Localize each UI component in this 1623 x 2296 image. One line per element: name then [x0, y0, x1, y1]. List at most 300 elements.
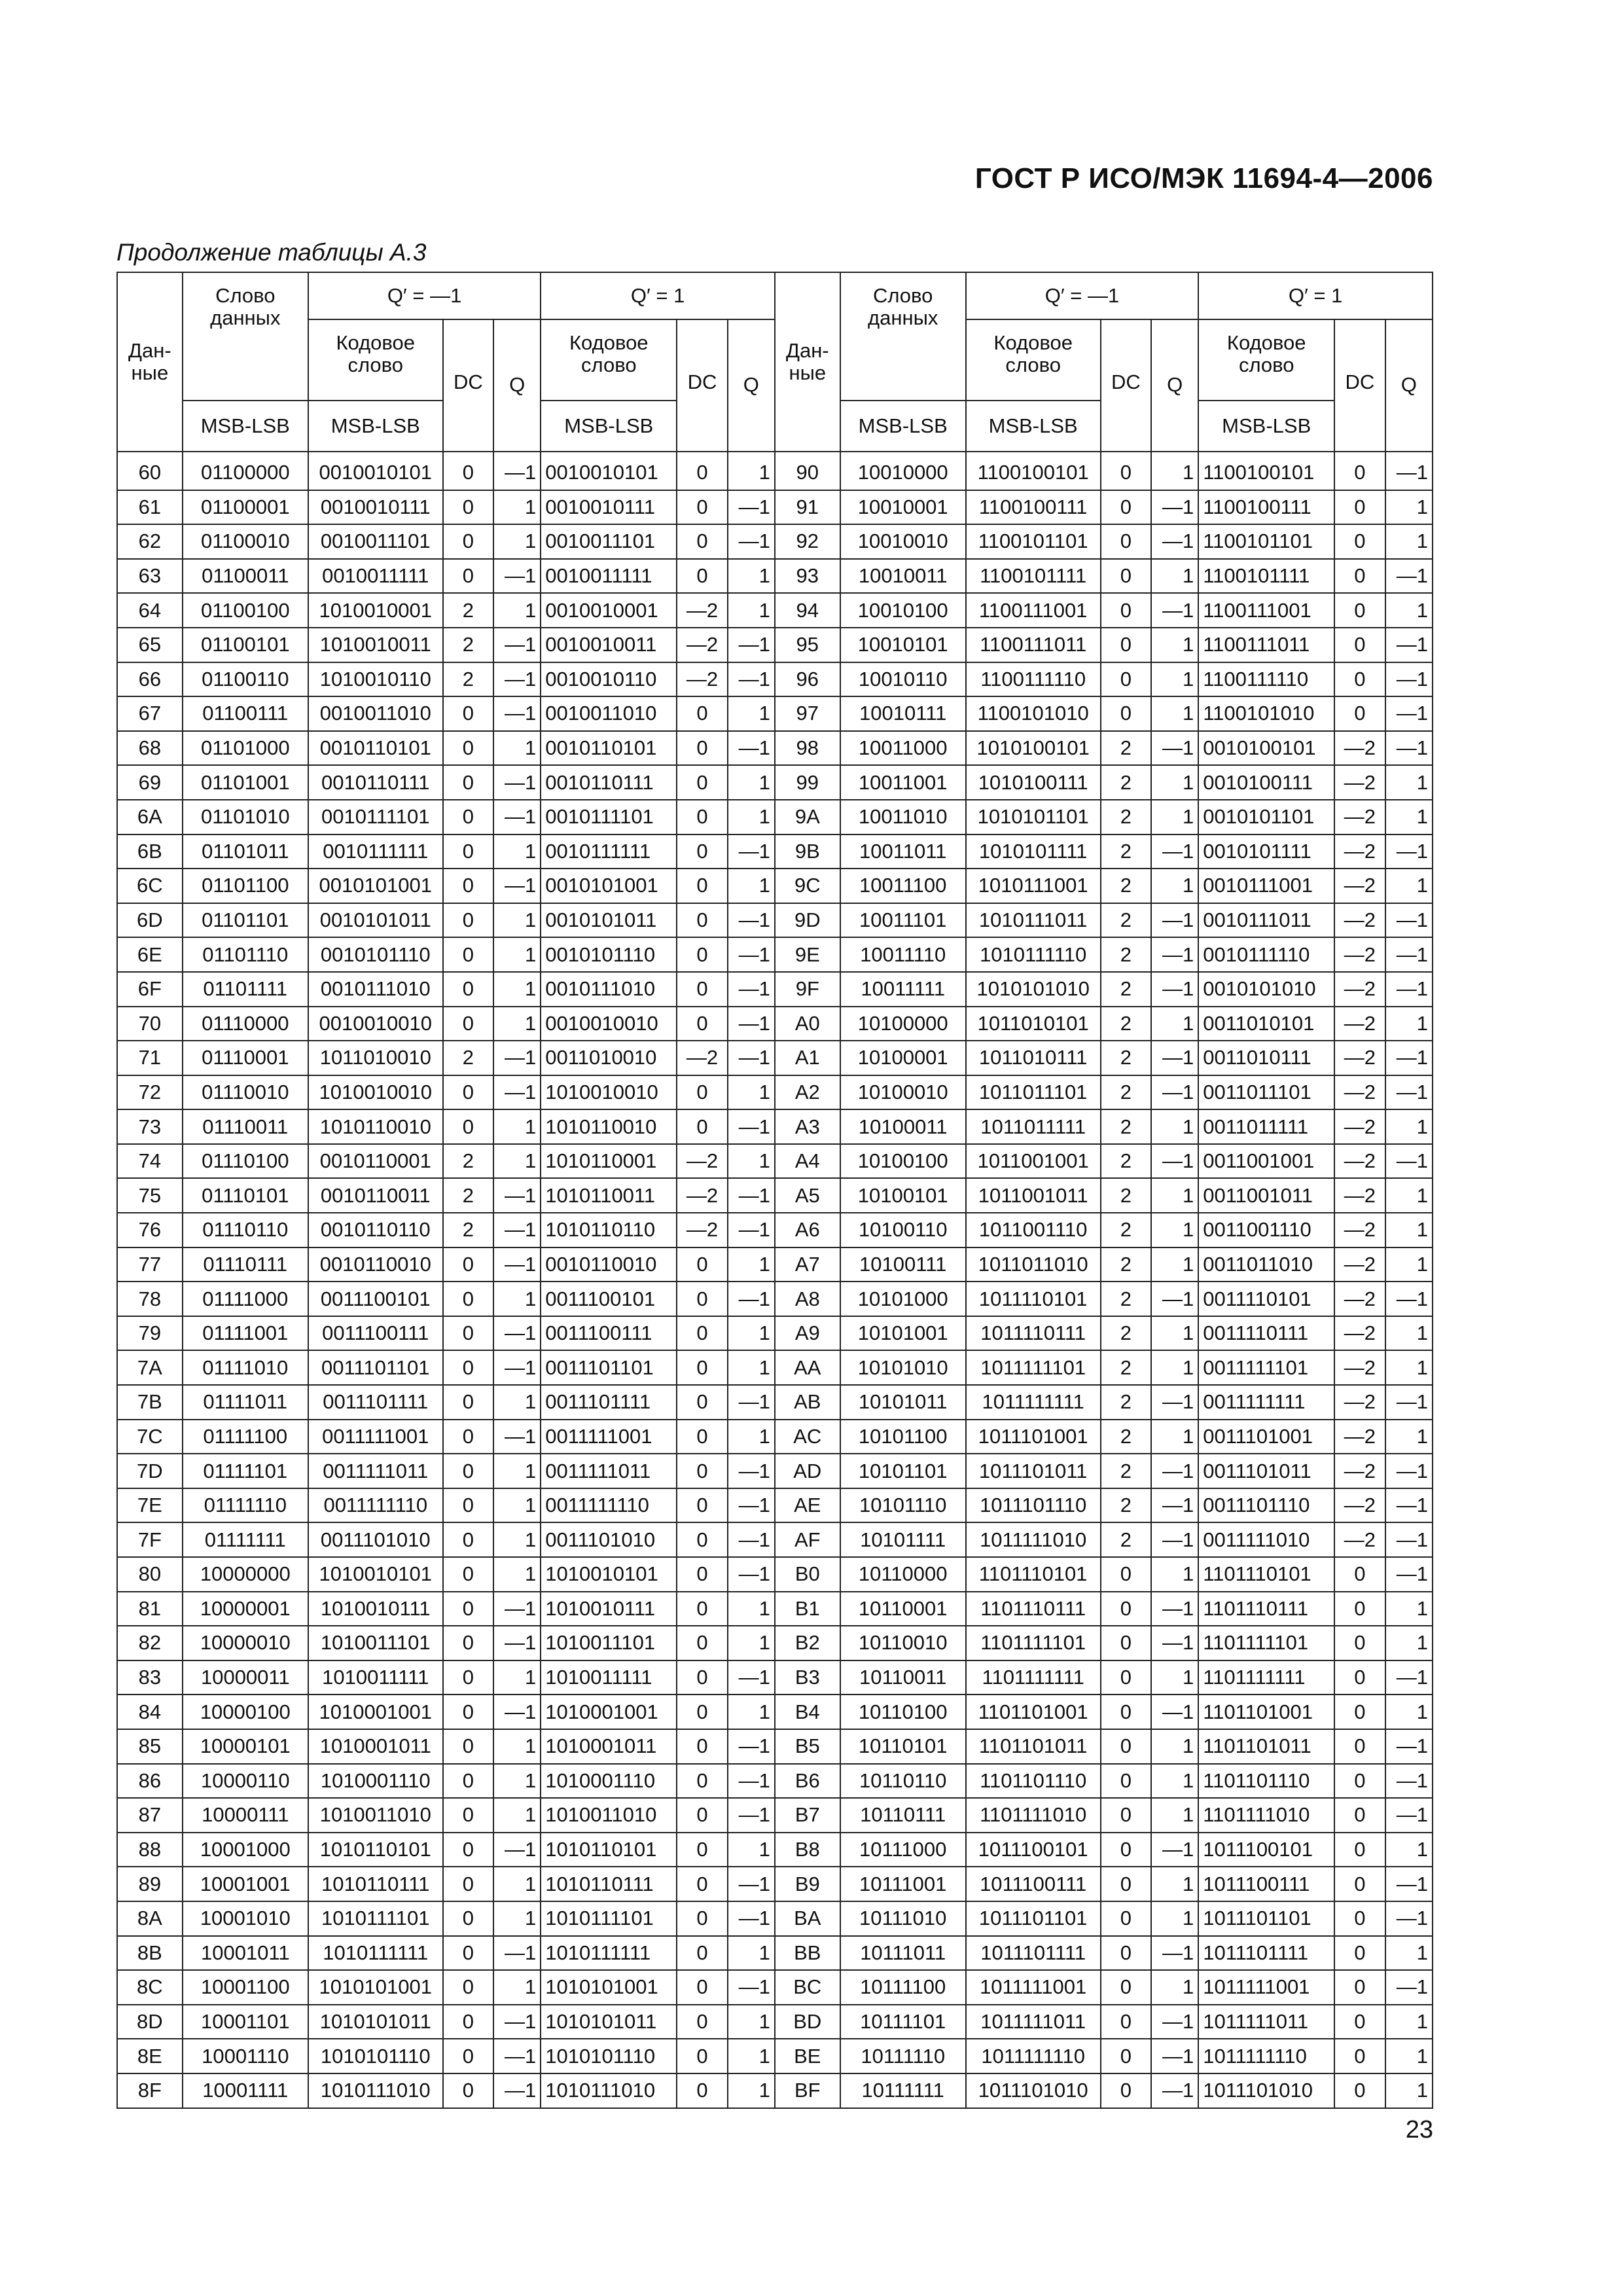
cell-data-word: 10001001	[183, 1867, 308, 1901]
cell-q-qneg: —1	[493, 1695, 541, 1729]
cell-q-qpos: 1	[1385, 1109, 1433, 1144]
cell-data-byte: BB	[775, 1936, 840, 1971]
cell-dc-qpos: 0	[1334, 2005, 1385, 2039]
cell-code-word-qpos: 1101110101	[1198, 1557, 1334, 1592]
cell-data-word: 01110011	[183, 1109, 308, 1144]
cell-dc-qneg: 2	[1101, 1454, 1151, 1488]
cell-data-word: 10101110	[840, 1488, 966, 1523]
cell-code-word-qneg: 0010101011	[308, 903, 443, 938]
cell-code-word-qpos: 0010111011	[1198, 903, 1334, 938]
cell-q-qpos: —1	[1385, 662, 1433, 697]
cell-q-qneg: 1	[493, 1557, 541, 1592]
cell-data-word: 10100100	[840, 1144, 966, 1179]
cell-code-word-qneg: 1100101010	[966, 696, 1101, 731]
cell-q-qpos: —1	[728, 1557, 775, 1592]
cell-dc-qpos: —2	[1334, 800, 1385, 834]
cell-q-qpos: —1	[1385, 1522, 1433, 1557]
cell-q-qpos: 1	[1385, 1007, 1433, 1041]
cell-q-qpos: 1	[728, 1316, 775, 1351]
cell-dc-qneg: 0	[443, 834, 493, 869]
cell-data-word: 10011100	[840, 869, 966, 903]
cell-code-word-qpos: 1011101010	[1198, 2073, 1334, 2108]
cell-code-word-qneg: 1010111010	[308, 2073, 443, 2108]
cell-data-byte: A5	[775, 1178, 840, 1213]
cell-code-word-qpos: 0011111101	[1198, 1350, 1334, 1385]
cell-code-word-qpos: 1011111011	[1198, 2005, 1334, 2039]
cell-data-word: 01111001	[183, 1316, 308, 1351]
cell-q-qneg: 1	[1151, 1350, 1198, 1385]
cell-data-byte: B1	[775, 1592, 840, 1626]
cell-code-word-qpos: 0010010111	[541, 490, 677, 525]
table-row	[117, 1144, 1433, 1179]
cell-q-qpos: —1	[728, 1970, 775, 2005]
cell-dc-qneg: 0	[443, 972, 493, 1007]
cell-code-word-qpos: 1011100111	[1198, 1867, 1334, 1901]
cell-dc-qneg: 0	[1101, 524, 1151, 559]
cell-q-qpos: 1	[728, 593, 775, 628]
cell-data-byte: 76	[117, 1213, 183, 1247]
cell-code-word-qneg: 1011101101	[966, 1901, 1101, 1936]
table-row	[117, 1522, 1433, 1557]
cell-dc-qpos: 0	[677, 1901, 727, 1936]
cell-q-qneg: —1	[493, 1041, 541, 1075]
cell-dc-qpos: 0	[1334, 1936, 1385, 1971]
cell-dc-qneg: 2	[1101, 1075, 1151, 1110]
cell-code-word-qpos: 0011100101	[541, 1282, 677, 1316]
cell-dc-qneg: 2	[1101, 1350, 1151, 1385]
header-msb-lsb: MSB-LSB	[840, 401, 966, 452]
cell-data-byte: 86	[117, 1764, 183, 1799]
cell-q-qpos: —1	[1385, 1488, 1433, 1523]
cell-q-qneg: —1	[493, 1936, 541, 1971]
cell-q-qpos: 1	[1385, 1316, 1433, 1351]
cell-data-byte: 66	[117, 662, 183, 697]
cell-code-word-qpos: 0011011111	[1198, 1109, 1334, 1144]
cell-q-qneg: 1	[1151, 662, 1198, 697]
cell-code-word-qneg: 0011101111	[308, 1385, 443, 1420]
cell-q-qneg: —1	[493, 1350, 541, 1385]
cell-q-qpos: —1	[1385, 1798, 1433, 1833]
cell-data-byte: 67	[117, 696, 183, 731]
header-msb-lsb: MSB-LSB	[183, 401, 308, 452]
cell-data-word: 01100111	[183, 696, 308, 731]
cell-code-word-qneg: 0010111010	[308, 972, 443, 1007]
cell-dc-qneg: 0	[443, 1522, 493, 1557]
cell-data-word: 10010000	[840, 452, 966, 490]
cell-q-qpos: —1	[728, 662, 775, 697]
cell-dc-qpos: 0	[677, 1454, 727, 1488]
table-row	[117, 1454, 1433, 1488]
cell-code-word-qneg: 1100111110	[966, 662, 1101, 697]
cell-data-byte: 9F	[775, 972, 840, 1007]
table-row	[117, 1109, 1433, 1144]
cell-code-word-qneg: 0011111001	[308, 1420, 443, 1454]
cell-dc-qpos: —2	[677, 1041, 727, 1075]
cell-q-qpos: —1	[1385, 696, 1433, 731]
cell-dc-qneg: 0	[443, 1833, 493, 1867]
cell-dc-qneg: 0	[443, 1488, 493, 1523]
cell-code-word-qneg: 1101101110	[966, 1764, 1101, 1799]
cell-dc-qpos: 0	[677, 903, 727, 938]
cell-data-word: 10100001	[840, 1041, 966, 1075]
cell-q-qneg: —1	[1151, 1522, 1198, 1557]
cell-q-qneg: 1	[1151, 1247, 1198, 1282]
cell-dc-qpos: —2	[1334, 765, 1385, 800]
cell-data-word: 01110101	[183, 1178, 308, 1213]
cell-q-qneg: —1	[493, 1178, 541, 1213]
cell-dc-qneg: 2	[1101, 1041, 1151, 1075]
cell-dc-qneg: 2	[1101, 834, 1151, 869]
cell-q-qneg: —1	[493, 1420, 541, 1454]
cell-q-qneg: —1	[1151, 937, 1198, 972]
header-data-right: Дан- ные	[775, 272, 840, 452]
cell-q-qneg: —1	[1151, 834, 1198, 869]
cell-data-word: 10010101	[840, 628, 966, 662]
cell-dc-qneg: 0	[443, 1007, 493, 1041]
cell-dc-qpos: —2	[1334, 1109, 1385, 1144]
cell-q-qneg: —1	[1151, 1833, 1198, 1867]
cell-dc-qneg: 0	[1101, 1901, 1151, 1936]
cell-q-qneg: 1	[493, 903, 541, 938]
cell-q-qpos: 1	[1385, 1833, 1433, 1867]
cell-code-word-qneg: 1011111111	[966, 1385, 1101, 1420]
cell-dc-qneg: 0	[443, 2039, 493, 2073]
cell-q-qneg: 1	[493, 1798, 541, 1833]
cell-code-word-qpos: 1100101101	[1198, 524, 1334, 559]
cell-code-word-qpos: 0010111110	[1198, 937, 1334, 972]
cell-data-word: 01111010	[183, 1350, 308, 1385]
cell-dc-qneg: 0	[443, 1109, 493, 1144]
cell-q-qpos: 1	[728, 1592, 775, 1626]
cell-data-byte: BE	[775, 2039, 840, 2073]
table-row	[117, 731, 1433, 766]
cell-data-word: 10001100	[183, 1970, 308, 2005]
cell-data-byte: 63	[117, 559, 183, 594]
cell-data-word: 01111000	[183, 1282, 308, 1316]
cell-q-qpos: —1	[728, 1798, 775, 1833]
cell-code-word-qpos: 0011001001	[1198, 1144, 1334, 1179]
cell-data-word: 01100110	[183, 662, 308, 697]
cell-dc-qpos: —2	[677, 662, 727, 697]
cell-q-qneg: 1	[1151, 1178, 1198, 1213]
cell-code-word-qpos: 0011001110	[1198, 1213, 1334, 1247]
cell-code-word-qpos: 0010101110	[541, 937, 677, 972]
cell-q-qpos: —1	[1385, 731, 1433, 766]
cell-data-byte: B7	[775, 1798, 840, 1833]
cell-q-qneg: —1	[1151, 1488, 1198, 1523]
cell-code-word-qpos: 0010011111	[541, 559, 677, 594]
cell-data-byte: 81	[117, 1592, 183, 1626]
cell-q-qneg: —1	[493, 696, 541, 731]
cell-q-qneg: —1	[1151, 1592, 1198, 1626]
cell-dc-qneg: 0	[1101, 1867, 1151, 1901]
cell-code-word-qneg: 1010111101	[308, 1901, 443, 1936]
cell-q-qneg: —1	[1151, 1041, 1198, 1075]
cell-code-word-qneg: 1010100111	[966, 765, 1101, 800]
table-row	[117, 765, 1433, 800]
cell-data-byte: AF	[775, 1522, 840, 1557]
cell-dc-qneg: 2	[1101, 1007, 1151, 1041]
cell-code-word-qneg: 1010101110	[308, 2039, 443, 2073]
cell-code-word-qpos: 0010110101	[541, 731, 677, 766]
cell-dc-qneg: 0	[443, 1316, 493, 1351]
cell-code-word-qneg: 1011111110	[966, 2039, 1101, 2073]
cell-q-qpos: —1	[728, 1901, 775, 1936]
cell-data-word: 01101111	[183, 972, 308, 1007]
cell-q-qpos: 1	[728, 696, 775, 731]
cell-code-word-qneg: 0010110101	[308, 731, 443, 766]
table-row	[117, 2073, 1433, 2108]
cell-dc-qneg: 0	[1101, 1729, 1151, 1764]
cell-q-qpos: —1	[728, 1488, 775, 1523]
table-row	[117, 1488, 1433, 1523]
cell-data-word: 10010001	[840, 490, 966, 525]
cell-data-word: 10101010	[840, 1350, 966, 1385]
cell-dc-qpos: 0	[1334, 1798, 1385, 1833]
cell-code-word-qpos: 0011101010	[541, 1522, 677, 1557]
cell-dc-qneg: 2	[1101, 1316, 1151, 1351]
cell-data-word: 10011101	[840, 903, 966, 938]
cell-data-byte: A9	[775, 1316, 840, 1351]
cell-data-word: 10111000	[840, 1833, 966, 1867]
cell-dc-qpos: 0	[677, 1385, 727, 1420]
cell-data-word: 10000001	[183, 1592, 308, 1626]
cell-data-byte: A8	[775, 1282, 840, 1316]
cell-dc-qneg: 0	[1101, 1936, 1151, 1971]
cell-data-byte: 92	[775, 524, 840, 559]
cell-data-word: 01101000	[183, 731, 308, 766]
cell-code-word-qneg: 0010010010	[308, 1007, 443, 1041]
cell-dc-qneg: 0	[443, 1970, 493, 2005]
cell-q-qneg: 1	[1151, 869, 1198, 903]
cell-q-qpos: —1	[1385, 1970, 1433, 2005]
header-q: Q	[1385, 319, 1433, 452]
cell-q-qpos: 1	[1385, 2005, 1433, 2039]
cell-q-qneg: 1	[493, 1901, 541, 1936]
cell-q-qneg: 1	[1151, 1109, 1198, 1144]
cell-dc-qpos: 0	[677, 1488, 727, 1523]
cell-data-word: 01100101	[183, 628, 308, 662]
cell-q-qpos: 1	[728, 2039, 775, 2073]
cell-data-byte: 78	[117, 1282, 183, 1316]
header-msb-lsb: MSB-LSB	[541, 401, 677, 452]
cell-code-word-qneg: 1010101111	[966, 834, 1101, 869]
cell-q-qneg: 1	[1151, 1007, 1198, 1041]
cell-q-qneg: 1	[493, 490, 541, 525]
cell-code-word-qpos: 0010011101	[541, 524, 677, 559]
cell-data-byte: 6D	[117, 903, 183, 938]
cell-dc-qneg: 2	[1101, 731, 1151, 766]
cell-q-qpos: —1	[728, 1660, 775, 1695]
cell-q-qpos: 1	[728, 1350, 775, 1385]
table-row	[117, 1178, 1433, 1213]
cell-dc-qneg: 0	[1101, 696, 1151, 731]
cell-code-word-qpos: 1100101111	[1198, 559, 1334, 594]
cell-dc-qneg: 0	[443, 1247, 493, 1282]
cell-code-word-qneg: 1011111010	[966, 1522, 1101, 1557]
cell-q-qpos: —1	[728, 903, 775, 938]
cell-data-byte: 6A	[117, 800, 183, 834]
cell-code-word-qneg: 1011011111	[966, 1109, 1101, 1144]
cell-data-byte: A4	[775, 1144, 840, 1179]
cell-q-qpos: —1	[728, 1007, 775, 1041]
cell-q-qneg: —1	[1151, 1936, 1198, 1971]
table-row	[117, 1557, 1433, 1592]
header-code-word: Кодовое слово	[1198, 319, 1334, 401]
cell-dc-qneg: 0	[443, 1901, 493, 1936]
cell-q-qneg: —1	[1151, 2039, 1198, 2073]
cell-code-word-qpos: 1100111001	[1198, 593, 1334, 628]
cell-code-word-qneg: 1010001110	[308, 1764, 443, 1799]
cell-code-word-qneg: 1011100111	[966, 1867, 1101, 1901]
table-row	[117, 1764, 1433, 1799]
cell-dc-qpos: 0	[677, 869, 727, 903]
table-row	[117, 1350, 1433, 1385]
cell-dc-qneg: 0	[443, 1557, 493, 1592]
cell-code-word-qpos: 0010110010	[541, 1247, 677, 1282]
table-row	[117, 1213, 1433, 1247]
cell-q-qpos: 1	[728, 765, 775, 800]
cell-dc-qneg: 0	[1101, 2039, 1151, 2073]
cell-data-byte: 6E	[117, 937, 183, 972]
cell-dc-qpos: 0	[677, 1592, 727, 1626]
cell-data-word: 10110010	[840, 1626, 966, 1660]
cell-q-qpos: 1	[1385, 2073, 1433, 2108]
cell-dc-qpos: 0	[677, 1316, 727, 1351]
cell-q-qpos: —1	[1385, 903, 1433, 938]
cell-q-qpos: —1	[728, 1213, 775, 1247]
cell-q-qneg: 1	[493, 1144, 541, 1179]
cell-q-qpos: 1	[1385, 869, 1433, 903]
cell-q-qpos: 1	[728, 559, 775, 594]
cell-data-word: 01111100	[183, 1420, 308, 1454]
cell-data-byte: 79	[117, 1316, 183, 1351]
cell-dc-qneg: 2	[1101, 1488, 1151, 1523]
cell-data-byte: 93	[775, 559, 840, 594]
cell-dc-qneg: 0	[1101, 490, 1151, 525]
table-row	[117, 2005, 1433, 2039]
cell-dc-qneg: 0	[443, 1420, 493, 1454]
cell-data-word: 10000000	[183, 1557, 308, 1592]
cell-data-byte: 8D	[117, 2005, 183, 2039]
header-msb-lsb: MSB-LSB	[1198, 401, 1334, 452]
cell-dc-qneg: 0	[1101, 1764, 1151, 1799]
cell-code-word-qneg: 1100101101	[966, 524, 1101, 559]
cell-q-qneg: —1	[1151, 2073, 1198, 2108]
cell-q-qpos: —1	[1385, 1075, 1433, 1110]
cell-q-qneg: —1	[1151, 2005, 1198, 2039]
cell-dc-qpos: —2	[1334, 1488, 1385, 1523]
cell-q-qpos: 1	[728, 1144, 775, 1179]
cell-dc-qneg: 0	[443, 696, 493, 731]
cell-dc-qneg: 0	[1101, 662, 1151, 697]
cell-code-word-qneg: 0011111011	[308, 1454, 443, 1488]
cell-q-qneg: —1	[493, 800, 541, 834]
cell-code-word-qpos: 1010011111	[541, 1660, 677, 1695]
cell-dc-qpos: —2	[1334, 1385, 1385, 1420]
header-data-left: Дан- ные	[117, 272, 183, 452]
cell-q-qpos: —1	[728, 1178, 775, 1213]
cell-data-word: 10101111	[840, 1522, 966, 1557]
cell-dc-qneg: 2	[1101, 1420, 1151, 1454]
cell-data-byte: 8F	[117, 2073, 183, 2108]
cell-code-word-qneg: 1010101001	[308, 1970, 443, 2005]
cell-code-word-qneg: 1011001001	[966, 1144, 1101, 1179]
cell-code-word-qneg: 0011111110	[308, 1488, 443, 1523]
cell-data-byte: 96	[775, 662, 840, 697]
cell-data-byte: 83	[117, 1660, 183, 1695]
cell-code-word-qpos: 0011101111	[541, 1385, 677, 1420]
cell-dc-qneg: 0	[443, 1867, 493, 1901]
header-q: Q	[728, 319, 775, 452]
cell-q-qneg: —1	[493, 452, 541, 490]
cell-data-word: 10111111	[840, 2073, 966, 2108]
cell-code-word-qneg: 1011011010	[966, 1247, 1101, 1282]
cell-dc-qpos: 0	[1334, 452, 1385, 490]
cell-data-byte: 72	[117, 1075, 183, 1110]
cell-q-qpos: —1	[1385, 1867, 1433, 1901]
cell-data-word: 10110011	[840, 1660, 966, 1695]
cell-dc-qpos: —2	[1334, 1316, 1385, 1351]
cell-code-word-qpos: 0010111101	[541, 800, 677, 834]
cell-data-byte: BA	[775, 1901, 840, 1936]
cell-q-qneg: —1	[493, 1592, 541, 1626]
cell-q-qneg: 1	[1151, 800, 1198, 834]
cell-dc-qpos: 0	[677, 452, 727, 490]
header-dc: DC	[1101, 319, 1151, 452]
header-qpos-left: Q′ = 1	[541, 272, 775, 319]
cell-code-word-qpos: 1010110101	[541, 1833, 677, 1867]
cell-q-qneg: 1	[1151, 1970, 1198, 2005]
cell-q-qpos: —1	[728, 1041, 775, 1075]
cell-code-word-qpos: 0010101010	[1198, 972, 1334, 1007]
table-row	[117, 972, 1433, 1007]
cell-dc-qneg: 2	[443, 1144, 493, 1179]
cell-data-word: 10100101	[840, 1178, 966, 1213]
cell-code-word-qpos: 1100100111	[1198, 490, 1334, 525]
cell-q-qneg: —1	[1151, 903, 1198, 938]
cell-dc-qneg: 0	[443, 1592, 493, 1626]
cell-dc-qneg: 0	[443, 1695, 493, 1729]
cell-q-qneg: 1	[493, 1488, 541, 1523]
cell-data-word: 10111011	[840, 1936, 966, 1971]
cell-q-qneg: 1	[1151, 1798, 1198, 1833]
cell-data-byte: 82	[117, 1626, 183, 1660]
cell-dc-qneg: 0	[1101, 559, 1151, 594]
cell-q-qneg: 1	[1151, 1420, 1198, 1454]
cell-data-word: 10011010	[840, 800, 966, 834]
cell-data-word: 10100110	[840, 1213, 966, 1247]
cell-q-qpos: 1	[728, 2073, 775, 2108]
cell-code-word-qneg: 1101101011	[966, 1729, 1101, 1764]
cell-dc-qpos: —2	[1334, 1350, 1385, 1385]
cell-q-qneg: 1	[1151, 452, 1198, 490]
header-code-word: Кодовое слово	[541, 319, 677, 401]
cell-dc-qpos: 0	[1334, 2073, 1385, 2108]
cell-q-qneg: 1	[493, 1385, 541, 1420]
cell-q-qpos: —1	[1385, 1557, 1433, 1592]
cell-q-qneg: —1	[1151, 1282, 1198, 1316]
cell-dc-qneg: 2	[1101, 765, 1151, 800]
cell-code-word-qneg: 1010111001	[966, 869, 1101, 903]
cell-q-qneg: —1	[493, 2005, 541, 2039]
cell-dc-qneg: 0	[1101, 1660, 1151, 1695]
table-row	[117, 559, 1433, 594]
cell-dc-qneg: 0	[1101, 593, 1151, 628]
cell-code-word-qneg: 1011101110	[966, 1488, 1101, 1523]
cell-data-byte: 9C	[775, 869, 840, 903]
cell-code-word-qpos: 1010110011	[541, 1178, 677, 1213]
